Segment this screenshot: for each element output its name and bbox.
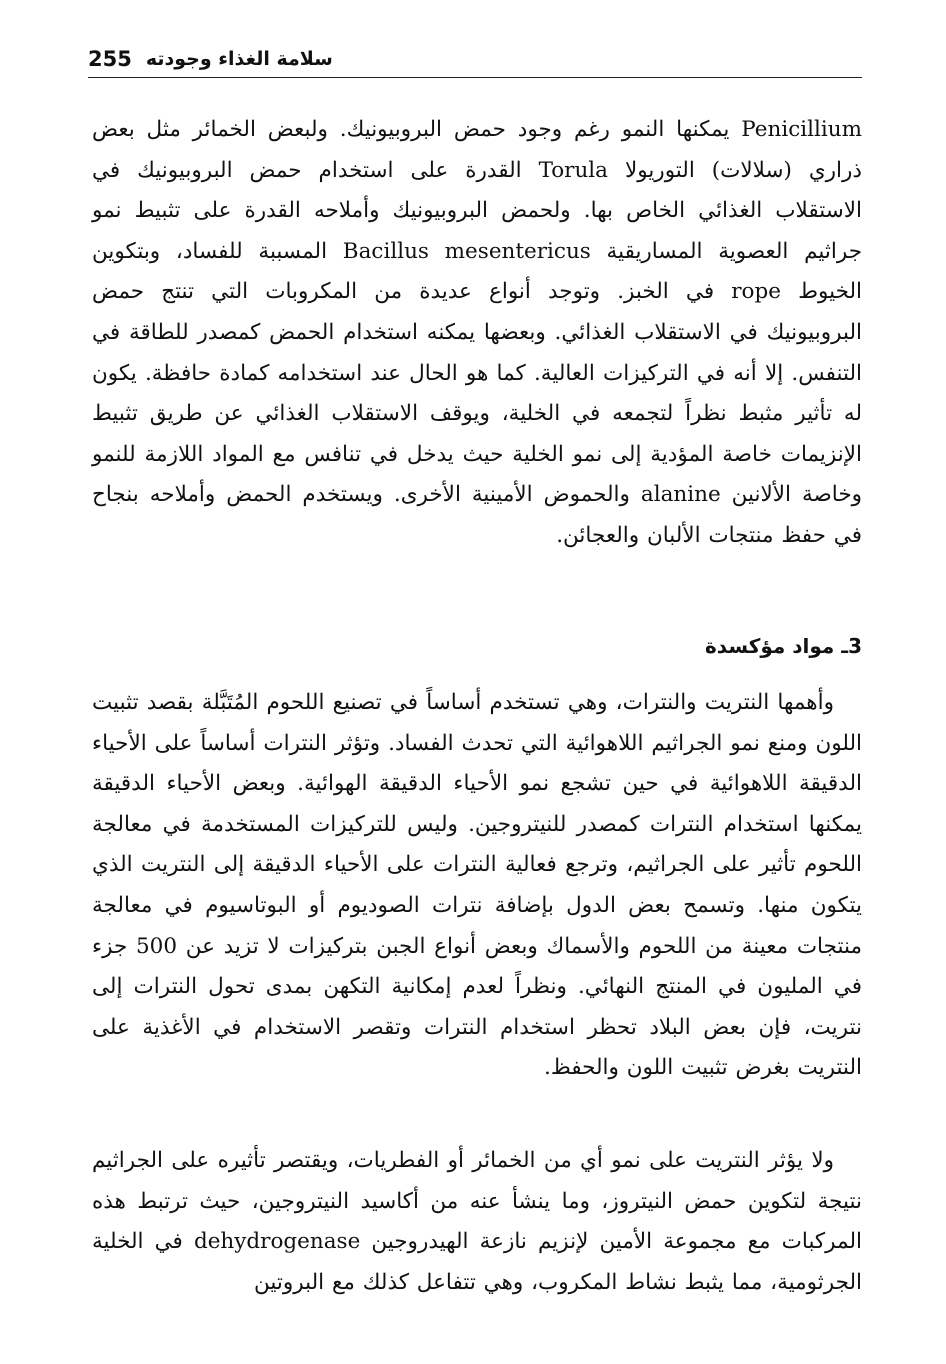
paragraph-nitrite-effect: ولا يؤثر النتريت على نمو أي من الخمائر أو الفطريات، ويقتصر تأثيره على الجراثيم نتيجة لتكوين حمض النيتروز، وما ينشأ عنه من أكاسيد النيتروجين، حيث ترتبط هذه المركبات مع مجموعة الأمين لإنزيم نازعة الهيدروجين dehydrogenase في الخلية الجرثومية، مما يثبط نشاط المكروب، وهي تتفاعل كذلك مع البروتين [92,1148,862,1295]
header-divider [88,77,862,78]
paragraph-nitrites-nitrates: وأهمها النتريت والنترات، وهي تستخدم أساساً في تصنيع اللحوم المُتَبَّلة بقصد تثبيت اللون ومنع نمو الجراثيم اللاهوائية التي تحدث الفساد. وتؤثر النترات أساساً على الأحياء الدقيقة اللاهوائية في حين تشجع نمو الأحياء الدقيقة الهوائية. وبعض الأحياء الدقيقة يمكنها استخدام النترات كمصدر للنيتروجين. وليس للتركيزات المستخدمة في معالجة اللحوم تأثير على الجراثيم، وترجع فعالية النترات على الأحياء الدقيقة إلى النتريت الذي يتكون منها. وتسمح بعض الدول بإضافة نترات الصوديوم أو البوتاسيوم في معالجة منتجات معينة من اللحوم والأسماك وبعض أنواع الجبن بتركيزات لا تزيد عن 500 جزء في المليون في المنتج النهائي. ونظراً لعدم إمكانية التكهن بمدى تحول النترات إلى نتريت، فإن بعض البلاد تحظر استخدام النترات وتقصر الاستخدام في الأغذية على النتريت بغرض تثبيت اللون والحفظ. [92,690,862,1081]
running-header-title: سلامة الغذاء وجودته [145,48,333,70]
paragraph-propionic-acid: Penicillium يمكنها النمو رغم وجود حمض البروبيونيك. ولبعض الخمائر مثل بعض ذراري (سلالات) التوريولا Torula القدرة على استخدام حمض البروبيونيك في الاستقلاب الغذائي الخاص بها. ولحمض البروبيونيك وأملاحه القدرة على تثبيط نمو جراثيم العصوية المساريقية Bacillus mesentericus المسببة للفساد، وبتكوين الخيوط rope في الخبز. وتوجد أنواع عديدة من المكروبات التي تنتج حمض البروبيونيك في الاستقلاب الغذائي. وبعضها يمكنه استخدام الحمض كمصدر للطاقة في التنفس. إلا أنه في التركيزات العالية. كما هو الحال عند استخدامه كمادة حافظة. يكون له تأثير مثبط نظراً لتجمعه في الخلية، ويوقف الاستقلاب الغذائي عن طريق تثبيط الإنزيمات خاصة المؤدية إلى نمو الخلية حيث يدخل في تنافس مع المواد اللازمة للنمو وخاصة الألانين alanine والحموض الأمينية الأخرى. ويستخدم الحمض وأملاحه بنجاح في حفظ منتجات الألبان والعجائن. [92,117,862,548]
running-header [88,44,860,74]
section-heading-oxidizing-agents: 3ـ مواد مؤكسدة [705,634,862,658]
page-number: 255 [88,47,132,71]
